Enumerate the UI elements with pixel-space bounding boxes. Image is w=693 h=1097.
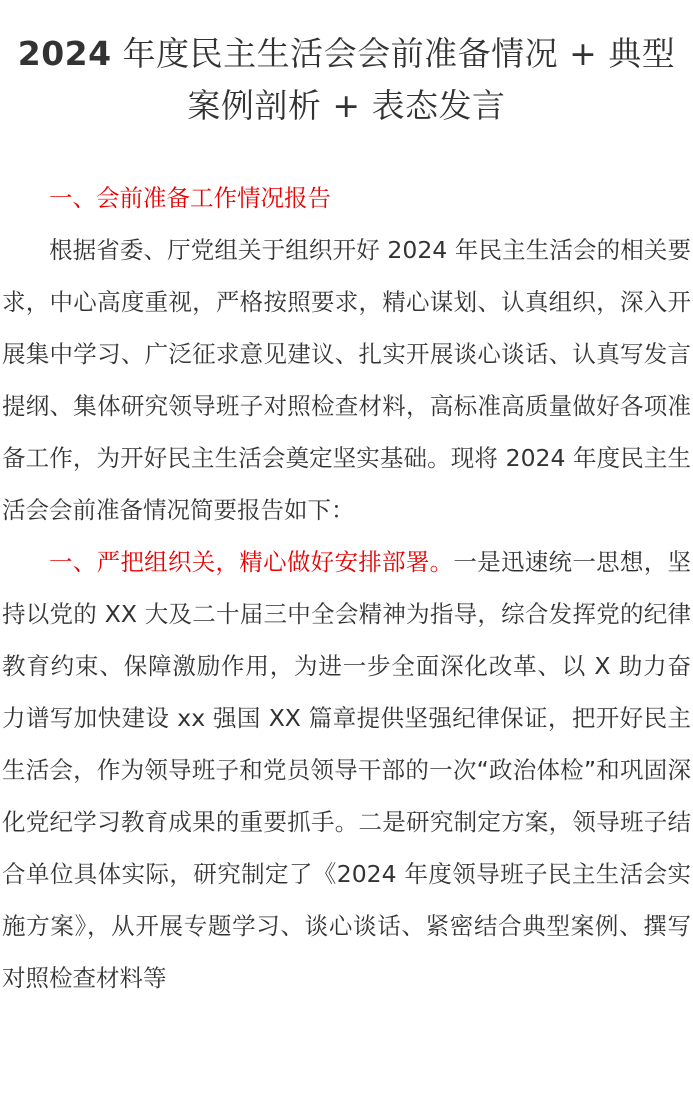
title-year: 2024 (17, 34, 112, 73)
document-body (2, 172, 691, 1004)
paragraph-organization-text: 一是迅速统一思想，坚持以党的 XX 大及二十届三中全会精神为指导，综合发挥党的纪律教育约束、保障激励作用，为进一步全面深化改革、以 X 助力奋力谱写加快建设 xx 强国 XX 篇章提供坚强纪律保证，把开好民主生活会，作为领导班子和党员领导干部的一次“政治体检”和巩固深化党纪学习教育成果的重要抓手。二是研究制定方案，领导班子结合单位具体实际，研究制定了《2024 年度领导班子民主生活会实施方案》，从开展专题学习、谈心谈话、紧密结合典型案例、撰写对照检查材料等 (2, 548, 692, 992)
section-heading: 一、会前准备工作情况报告 (49, 184, 331, 212)
document-title (2, 0, 691, 132)
paragraph-organization (2, 536, 691, 1004)
title-text: 年度民主生活会会前准备情况 + 典型案例剖析 + 表态发言 (122, 34, 676, 125)
paragraph-intro: 根据省委、厅党组关于组织开好 2024 年民主生活会的相关要求，中心高度重视，严格按照要求，精心谋划、认真组织，深入开展集中学习、广泛征求意见建议、扎实开展谈心谈话、认真写发言提纲、集体研究领导班子对照检查材料，高标准高质量做好各项准备工作，为开好民主生活会奠定坚实基础。现将 2024 年度民主生活会会前准备情况简要报告如下： (2, 236, 691, 524)
paragraph-lead-heading: 一、严把组织关，精心做好安排部署。 (49, 548, 454, 576)
